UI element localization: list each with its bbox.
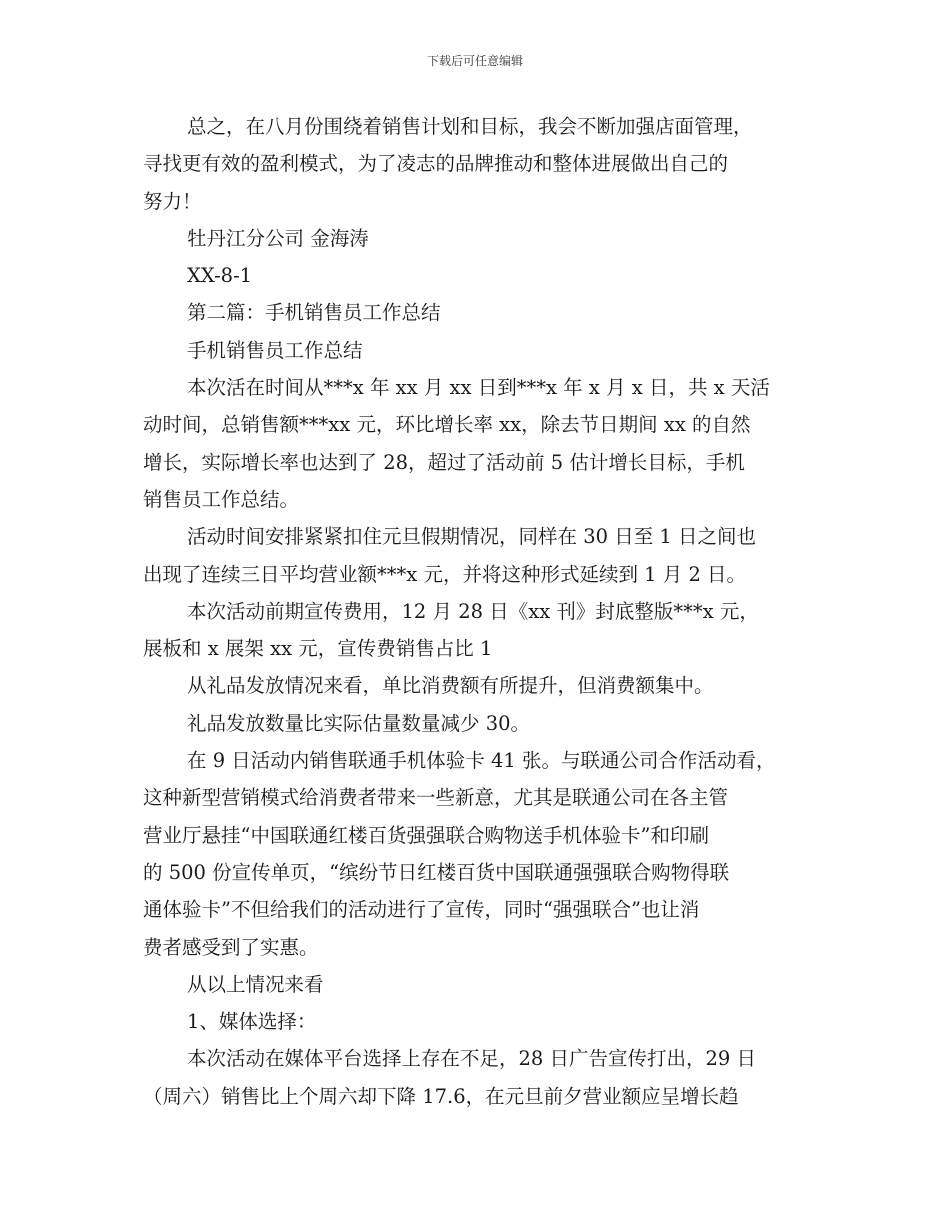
text-line: 努力！: [143, 189, 202, 213]
text-line: 营业厅悬挂“中国联通红楼百货强强联合购物送手机体验卡”和印刷: [143, 823, 709, 847]
text-line: 从礼品发放情况来看，单比消费额有所提升，但消费额集中。: [187, 674, 714, 698]
text-line: 牡丹江分公司 金海涛: [187, 226, 369, 250]
text-line: 的 500 份宣传单页，“缤纷节日红楼百货中国联通强强联合购物得联: [143, 860, 730, 884]
text-line: 销售员工作总结。: [143, 487, 300, 511]
text-line: 出现了连续三日平均营业额***x 元，并将这种形式延续到 1 月 2 日。: [143, 562, 747, 586]
text-line: XX-8-1: [187, 264, 253, 288]
text-line: （周六）销售比上个周六却下降 17.6，在元旦前夕营业额应呈增长趋: [143, 1084, 739, 1108]
text-line: 1、媒体选择：: [187, 1010, 317, 1034]
text-line: 在 9 日活动内销售联通手机体验卡 41 张。与联通公司合作活动看，: [187, 749, 776, 773]
text-line: 这种新型营销模式给消费者带来一些新意，尤其是联通公司在各主管: [143, 786, 729, 810]
text-line: 本次活动在媒体平台选择上存在不足，28 日广告宣传打出，29 日: [187, 1047, 757, 1071]
text-line: 费者感受到了实惠。: [143, 935, 319, 959]
text-line: 增长，实际增长率也达到了 28，超过了活动前 5 估计增长目标，手机: [143, 450, 745, 474]
text-line: 展板和 x 展架 xx 元，宣传费销售占比 1: [143, 637, 493, 661]
text-line: 寻找更有效的盈利模式，为了凌志的品牌推动和整体进展做出自己的: [143, 152, 729, 176]
page-header: 下载后可任意编辑: [426, 54, 523, 68]
text-line: 本次活动前期宣传费用，12 月 28 日《xx 刊》封底整版***x 元，: [187, 599, 759, 623]
text-line: 动时间，总销售额***xx 元，环比增长率 xx，除去节日期间 xx 的自然: [143, 413, 751, 437]
text-line: 活动时间安排紧紧扣住元旦假期情况，同样在 30 日至 1 日之间也: [187, 525, 757, 549]
text-line: 本次活在时间从***x 年 xx 月 xx 日到***x 年 x 月 x 日，共 x 天活: [187, 376, 770, 400]
document-body: [143, 108, 815, 1115]
text-line: 第二篇：手机销售员工作总结: [187, 301, 441, 325]
text-line: 礼品发放数量比实际估量数量减少 30。: [187, 711, 531, 735]
text-line: 总之，在八月份围绕着销售计划和目标，我会不断加强店面管理，: [187, 115, 753, 138]
text-line: 手机销售员工作总结: [187, 338, 363, 362]
text-line: 通体验卡”不但给我们的活动进行了宣传，同时“强强联合”也让消: [143, 898, 700, 922]
text-line: 从以上情况来看: [187, 972, 324, 996]
